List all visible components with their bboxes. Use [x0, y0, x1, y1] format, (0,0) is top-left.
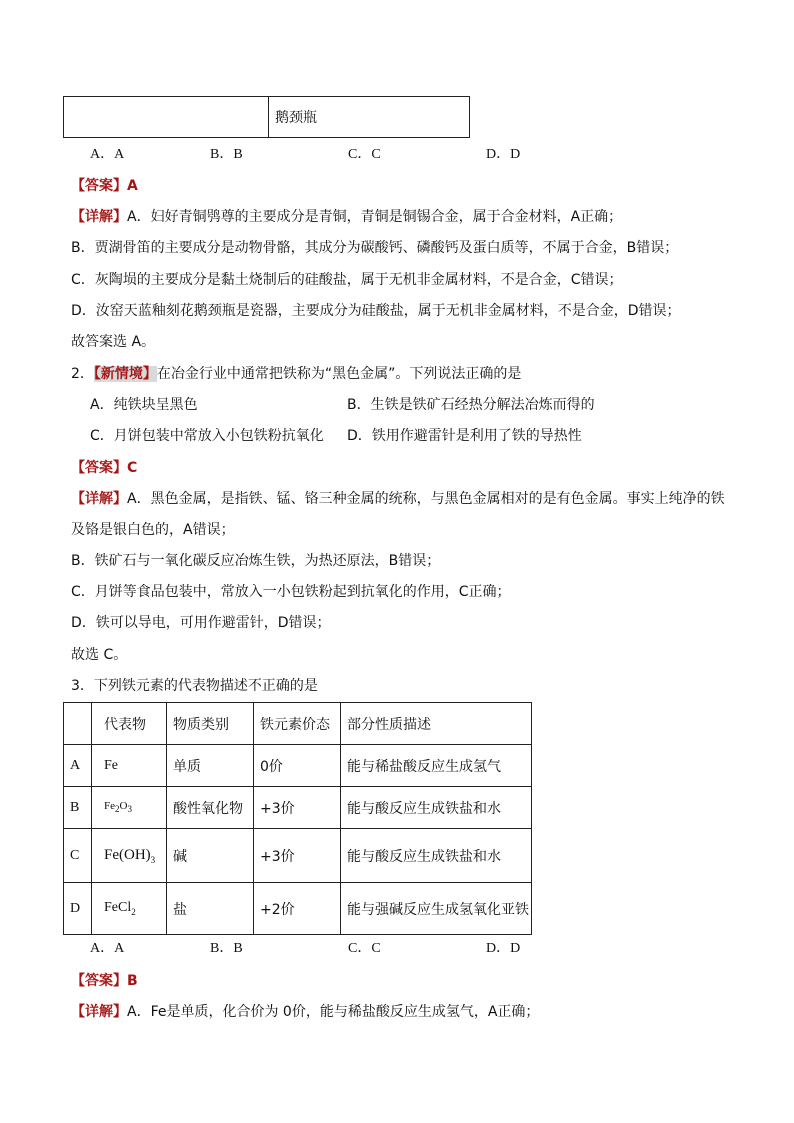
q1-detail-line-1: 【详解】A．妇好青铜鸮尊的主要成分是青铜，青铜是铜锡合金，属于合金材料，A正确； — [71, 209, 623, 225]
row-formula: Fe — [92, 745, 167, 787]
q2-answer: 【答案】C — [71, 460, 138, 476]
q1-answer: 【答案】A — [71, 178, 138, 194]
q1-option-a: A．A — [90, 147, 125, 162]
q1-detail-line-3: C．灰陶埙的主要成分是黏土烧制后的硅酸盐，属于无机非金属材料，不是合金，C错误； — [71, 272, 623, 288]
header-cell-representative: 代表物 — [92, 703, 167, 745]
q2-option-c: C．月饼包装中常放入小包铁粉抗氧化 — [90, 428, 324, 444]
row-category: 单质 — [167, 745, 254, 787]
row-formula: $Fe_2O_3$ — [92, 787, 167, 829]
row-property: 能与酸反应生成铁盐和水 — [341, 787, 532, 829]
q2-detail-line-2: 及铬是银白色的，A错误； — [71, 522, 235, 538]
table-cell-item-d: 鹅颈瓶 — [269, 97, 470, 138]
row-label: B — [64, 787, 92, 829]
header-cell-category: 物质类别 — [167, 703, 254, 745]
q2-option-d: D．铁用作避雷针是利用了铁的导热性 — [347, 428, 582, 444]
table-row — [64, 745, 532, 787]
q3-option-a: A．A — [90, 941, 125, 956]
header-cell-property: 部分性质描述 — [341, 703, 532, 745]
row-valence: +3价 — [254, 787, 341, 829]
q3-option-b: B．B — [210, 941, 243, 956]
row-category: 盐 — [167, 883, 254, 935]
table-header-row — [64, 703, 532, 745]
q2-conclusion: 故选 C。 — [71, 647, 128, 663]
q3-option-d: D．D — [486, 941, 521, 956]
q2-detail-line-4: C．月饼等食品包装中，常放入一小包铁粉起到抗氧化的作用，C正确； — [71, 584, 511, 600]
row-label: A — [64, 745, 92, 787]
q1-option-c: C．C — [348, 147, 381, 162]
row-valence: 0价 — [254, 745, 341, 787]
q3-answer: 【答案】B — [71, 973, 138, 989]
q1-detail-line-4: D．汝窑天蓝釉刻花鹅颈瓶是瓷器，主要成分为硅酸盐，属于无机非金属材料，不是合金，D错误； — [71, 303, 681, 319]
q2-option-b: B．生铁是铁矿石经热分解法冶炼而得的 — [347, 397, 595, 413]
row-formula: $Fe(OH)_3$ — [92, 829, 167, 883]
row-valence: +2价 — [254, 883, 341, 935]
q3-detail-line-1: 【详解】A．Fe是单质，化合价为 0价，能与稀盐酸反应生成氢气，A正确； — [71, 1004, 540, 1020]
q3-table — [63, 702, 532, 935]
row-label: C — [64, 829, 92, 883]
q2-detail-line-3: B．铁矿石与一氧化碳反应冶炼生铁，为热还原法，B错误； — [71, 553, 441, 569]
q1-option-d: D．D — [486, 147, 521, 162]
row-category: 碱 — [167, 829, 254, 883]
q2-stem: 2．【新情境】在冶金行业中通常把铁称为“黑色金属”。下列说法正确的是 — [71, 366, 522, 382]
top-options-table — [63, 96, 470, 138]
header-cell-valence: 铁元素价态 — [254, 703, 341, 745]
q2-option-a: A．纯铁块呈黑色 — [90, 397, 198, 413]
row-property: 能与酸反应生成铁盐和水 — [341, 829, 532, 883]
table-row — [64, 883, 532, 935]
q3-stem: 3．下列铁元素的代表物描述不正确的是 — [71, 678, 318, 694]
table-row — [64, 829, 532, 883]
row-property: 能与强碱反应生成氢氧化亚铁 — [341, 883, 532, 935]
row-property: 能与稀盐酸反应生成氢气 — [341, 745, 532, 787]
row-category: 酸性氧化物 — [167, 787, 254, 829]
table-row — [64, 787, 532, 829]
q2-detail-line-1: 【详解】A．黑色金属，是指铁、锰、铬三种金属的统称，与黑色金属相对的是有色金属。事实上纯净的铁 — [71, 491, 725, 507]
table-cell-empty — [64, 97, 269, 138]
row-formula: FeCl$_2$ — [92, 883, 167, 935]
header-cell-label — [64, 703, 92, 745]
row-label: D — [64, 883, 92, 935]
q1-detail-line-2: B．贾湖骨笛的主要成分是动物骨骼，其成分为碳酸钙、磷酸钙及蛋白质等，不属于合金，B错误； — [71, 240, 679, 256]
q2-detail-line-5: D．铁可以导电，可用作避雷针，D错误； — [71, 615, 331, 631]
q1-conclusion: 故答案选 A。 — [71, 334, 156, 350]
q3-option-c: C．C — [348, 941, 381, 956]
q1-option-b: B．B — [210, 147, 243, 162]
row-valence: +3价 — [254, 829, 341, 883]
